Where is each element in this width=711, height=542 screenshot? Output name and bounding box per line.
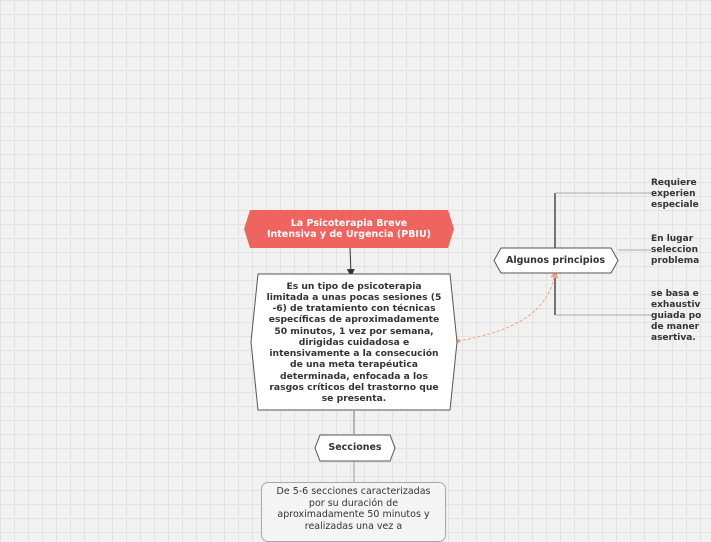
principle-node-1[interactable]	[651, 178, 711, 211]
principle-3-line: guiada po	[651, 311, 702, 321]
definition-text: Es un tipo de psicoterapia limitada a unas pocas sesiones (5 -6) de tratamiento con técnicas específicas de aproximadamente 50 minutos, 1 vez por semana, dirigidas cuidadosa e intensivamente a la consecución de una meta terapéutica determinada, enfocada a los rasgos críticos del trastorno que se presenta.	[266, 280, 442, 404]
main-topic-node[interactable]	[244, 210, 454, 248]
principles-node[interactable]	[493, 247, 618, 274]
definition-node[interactable]	[251, 274, 457, 411]
principle-node-2[interactable]	[651, 234, 711, 267]
sections-detail-node[interactable]	[261, 482, 446, 542]
principle-1-line: especiale	[651, 200, 699, 210]
principles-label: Algunos principios	[505, 255, 606, 266]
principle-3-line: asertiva.	[651, 333, 696, 343]
sections-detail-text: De 5-6 secciones caracterizadas por su duración de aproximadamente 50 minutos y realizadas una vez a	[276, 486, 431, 532]
sections-label: Secciones	[328, 442, 382, 453]
sections-node[interactable]	[314, 434, 396, 461]
principle-1-line: Requiere	[651, 178, 697, 188]
principle-2-line: problema	[651, 256, 700, 266]
connector-main-to-definition	[350, 248, 351, 273]
principle-1-line: experien	[651, 189, 696, 199]
main-topic-label: La Psicoterapia Breve Intensiva y de Urgencia (PBIU)	[266, 217, 432, 240]
principle-2-line: En lugar	[651, 234, 694, 244]
principle-3-line: de maner	[651, 322, 700, 332]
relationship-definition-to-principles[interactable]	[458, 274, 555, 341]
principle-3-line: se basa e	[651, 289, 699, 299]
principle-node-3[interactable]	[651, 289, 711, 344]
principle-2-line: seleccion	[651, 245, 698, 255]
principle-3-line: exhaustiv	[651, 300, 701, 310]
